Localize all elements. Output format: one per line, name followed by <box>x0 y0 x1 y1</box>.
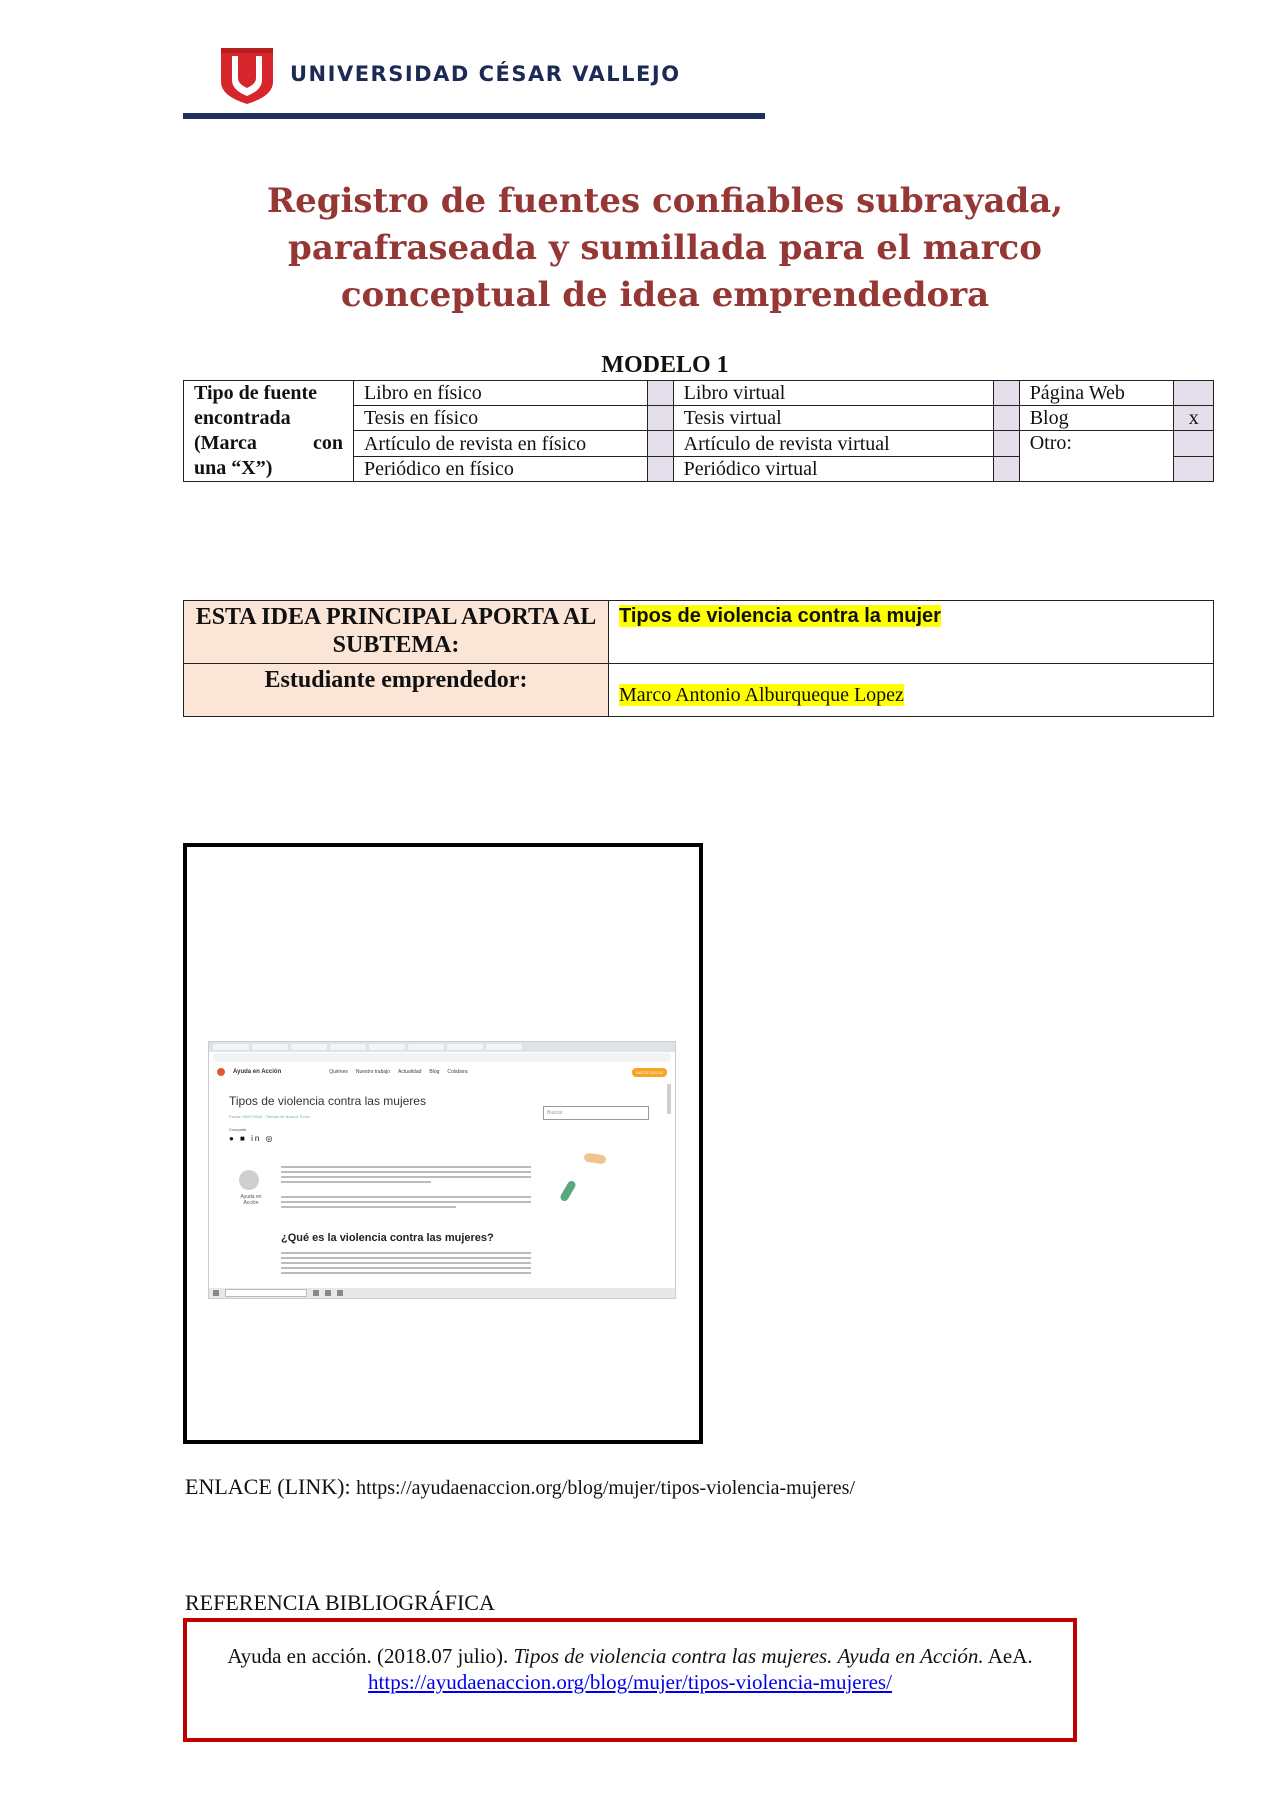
student-name: Marco Antonio Alburqueque Lopez <box>619 684 904 706</box>
model-label: MODELO 1 <box>601 352 729 378</box>
nav-item: Quiénes <box>329 1069 348 1075</box>
site-search: Buscar <box>543 1106 649 1120</box>
option-libro-virtual: Libro virtual <box>673 381 994 406</box>
header-line: una “X”) <box>194 457 273 479</box>
university-logo-icon <box>218 44 276 106</box>
mark-cell[interactable] <box>994 381 1019 406</box>
reference-title: Tipos de violencia contra las mujeres. <box>513 1644 833 1668</box>
paragraph-block <box>281 1166 531 1186</box>
mark-cell-blog[interactable]: x <box>1174 406 1214 431</box>
reference-box <box>183 1618 1077 1742</box>
mark-cell[interactable] <box>994 406 1019 431</box>
site-logo-icon <box>217 1068 225 1076</box>
site-name: Ayuda en Acción <box>233 1069 282 1075</box>
header-word: con <box>312 432 343 454</box>
taskbar <box>209 1288 675 1298</box>
reference-citation <box>187 1643 1073 1669</box>
option-periodico-fisico: Periódico en físico <box>353 457 647 482</box>
table-row <box>184 381 1214 406</box>
nav-item: Colabora <box>447 1069 468 1075</box>
option-tesis-virtual: Tesis virtual <box>673 406 994 431</box>
mark-cell[interactable] <box>1174 381 1214 406</box>
article-meta: Fecha: 06/07/2018 · Tiempo de lectura: 5 min. <box>229 1114 311 1119</box>
link-url[interactable]: https://ayudaenaccion.org/blog/mujer/tipos-violencia-mujeres/ <box>356 1477 856 1499</box>
mark-cell[interactable] <box>648 381 673 406</box>
article-title: Tipos de violencia contra las mujeres <box>229 1094 426 1108</box>
article-heading: ¿Qué es la violencia contra las mujeres? <box>281 1232 494 1244</box>
link-label: ENLACE (LINK): <box>185 1474 357 1499</box>
scrollbar <box>667 1084 671 1114</box>
nav-item: Actualidad <box>398 1069 422 1075</box>
nav-item: Blog <box>429 1069 440 1075</box>
option-blog: Blog <box>1019 406 1174 431</box>
header-line: encontrada <box>194 407 291 429</box>
option-periodico-virtual: Periódico virtual <box>673 457 994 482</box>
decor-shape <box>559 1179 577 1202</box>
donate-button: HAZTE SOCIO <box>632 1068 667 1077</box>
header-line: Tipo de fuente <box>194 382 317 404</box>
title-line-1: Registro de fuentes confiables subrayada, <box>266 181 1064 221</box>
reference-author-date: Ayuda en acción. (2018.07 julio). <box>227 1644 514 1668</box>
author-avatar <box>239 1170 259 1190</box>
share-label: Compartir <box>229 1127 247 1132</box>
option-pagina-web: Página Web <box>1019 381 1174 406</box>
student-label: Estudiante emprendedor: <box>184 664 609 717</box>
social-icons: ● ■ in ◎ <box>229 1134 275 1143</box>
reference-url[interactable]: https://ayudaenaccion.org/blog/mujer/tipos-violencia-mujeres/ <box>368 1670 892 1694</box>
mark-cell[interactable] <box>1174 431 1214 457</box>
student-value-cell <box>609 664 1214 717</box>
option-tesis-fisico: Tesis en físico <box>353 406 647 431</box>
paragraph-block <box>281 1252 531 1277</box>
title-line-2: parafraseada y sumillada para el marco <box>288 228 1042 268</box>
nav-item: Nuestro trabajo <box>355 1069 391 1075</box>
mark-cell[interactable] <box>648 431 673 457</box>
university-name: UNIVERSIDAD CÉSAR VALLEJO <box>290 62 681 86</box>
mark-cell[interactable] <box>648 406 673 431</box>
option-libro-fisico: Libro en físico <box>353 381 647 406</box>
address-bar <box>213 1053 671 1062</box>
mark-cell[interactable] <box>994 431 1019 457</box>
table-row <box>184 601 1214 664</box>
decor-shape <box>583 1153 606 1165</box>
browser-tabs <box>209 1042 675 1052</box>
mark-cell[interactable] <box>648 457 673 482</box>
subtema-value: Tipos de violencia contra la mujer <box>619 605 941 627</box>
reference-publisher: Ayuda en Acción. <box>837 1644 984 1668</box>
source-type-header <box>184 381 354 482</box>
option-articulo-fisico: Artículo de revista en físico <box>353 431 647 457</box>
reference-label: REFERENCIA BIBLIOGRÁFICA <box>185 1590 495 1615</box>
idea-table <box>183 600 1214 717</box>
document-title <box>183 178 1147 319</box>
author-name: Ayuda en Acción <box>240 1194 262 1206</box>
site-nav <box>209 1063 675 1081</box>
title-line-3: conceptual de idea emprendedora <box>340 275 990 315</box>
reference-abbrev: AeA. <box>983 1644 1033 1668</box>
table-row <box>184 664 1214 717</box>
source-type-table <box>183 380 1214 482</box>
header-divider <box>183 113 765 119</box>
link-line <box>185 1474 855 1500</box>
header-line <box>194 431 343 456</box>
subtema-value-cell <box>609 601 1214 664</box>
website-screenshot <box>208 1041 676 1299</box>
subtema-label: ESTA IDEA PRINCIPAL APORTA AL SUBTEMA: <box>184 601 609 664</box>
mark-cell[interactable] <box>1174 457 1214 482</box>
header-word: (Marca <box>194 432 257 454</box>
mark-cell[interactable] <box>994 457 1019 482</box>
screenshot-frame <box>183 843 703 1444</box>
option-articulo-virtual: Artículo de revista virtual <box>673 431 994 457</box>
paragraph-block <box>281 1196 531 1211</box>
option-otro: Otro: <box>1019 431 1174 482</box>
